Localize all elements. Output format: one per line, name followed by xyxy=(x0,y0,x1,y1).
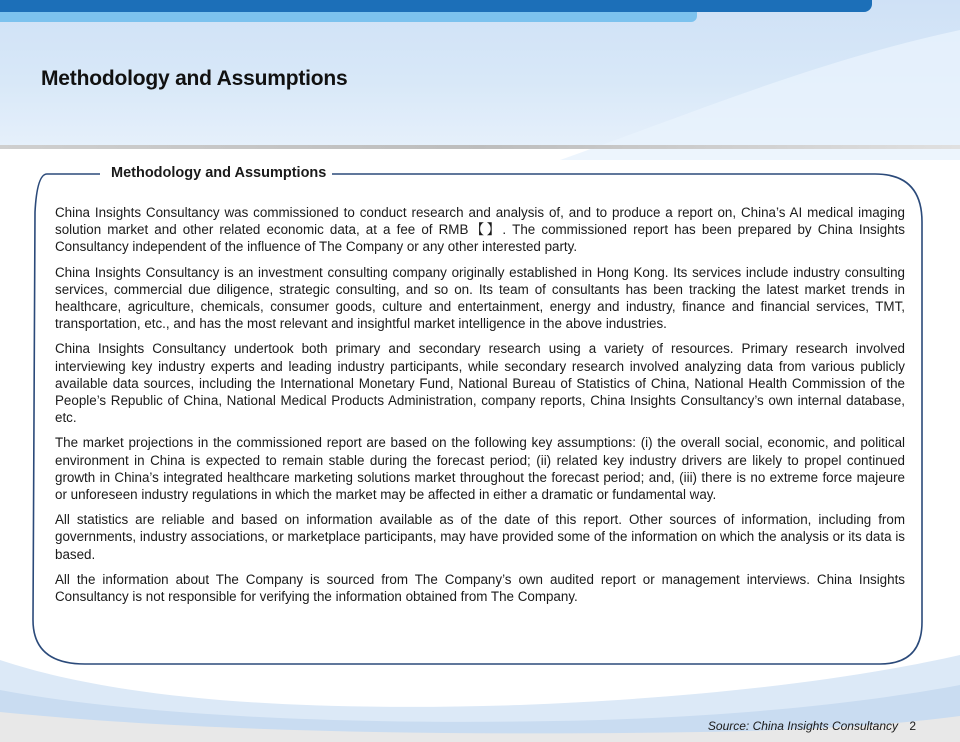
footer-source: Source: China Insights Consultancy xyxy=(707,719,898,733)
box-title: Methodology and Assumptions xyxy=(105,165,332,181)
paragraph-company-info: All the information about The Company is sourced from The Company’s own audited report or management interviews. China Insights Consultancy is not responsible for verifying the information obtained from The Company. xyxy=(55,571,905,605)
page-number: 2 xyxy=(909,719,916,733)
paragraph-statistics: All statistics are reliable and based on information available as of the date of this report. Other sources of information, including from governments, industry associations, or marketplace participants, may have provided some of the information on which the analysis or its data is based. xyxy=(55,512,905,562)
paragraph-commission: China Insights Consultancy was commissioned to conduct research and analysis of, and to produce a report on, China’s AI medical imaging solution market and other related economic data, at a fee of RMB【】. The commissioned report has been prepared by China Insights Consultancy independent of the influence of The Company or any other interested party. xyxy=(55,205,905,255)
paragraph-research-method: China Insights Consultancy undertook both primary and secondary research using a variety of resources. Primary research involved interviewing key industry experts and leading industry participants, while secondary research involved analyzing data from various publicly available data sources, including the International Monetary Fund, National Bureau of Statistics of China, National Health Commission of the People’s Republic of China, National Medical Products Administration, company reports, China Insights Consultancy’s own internal database, etc. xyxy=(55,341,905,426)
methodology-text xyxy=(55,204,905,613)
paragraph-company-profile: China Insights Consultancy is an investment consulting company originally established in Hong Kong. Its services include industry consulting services, commercial due diligence, strategic consulting, and so on. Its team of consultants has been tracking the latest market trends in healthcare, agriculture, chemicals, consumer goods, culture and entertainment, energy and industry, finance and financial services, TMT, transportation, etc., and has the most relevant and insightful market intelligence in the above industries. xyxy=(55,264,905,332)
page-title: Methodology and Assumptions xyxy=(41,67,348,90)
paragraph-assumptions: The market projections in the commissioned report are based on the following key assumptions: (i) the overall social, economic, and political environment in China is expected to remain stable during the forecast period; (ii) related key industry drivers are likely to propel continued growth in China’s integrated healthcare marketing solutions market throughout the forecast period; and, (iii) there is no extreme force majeure or unforeseen industry regulations in which the market may be affected in either a dramatic or fundamental way. xyxy=(55,435,905,503)
